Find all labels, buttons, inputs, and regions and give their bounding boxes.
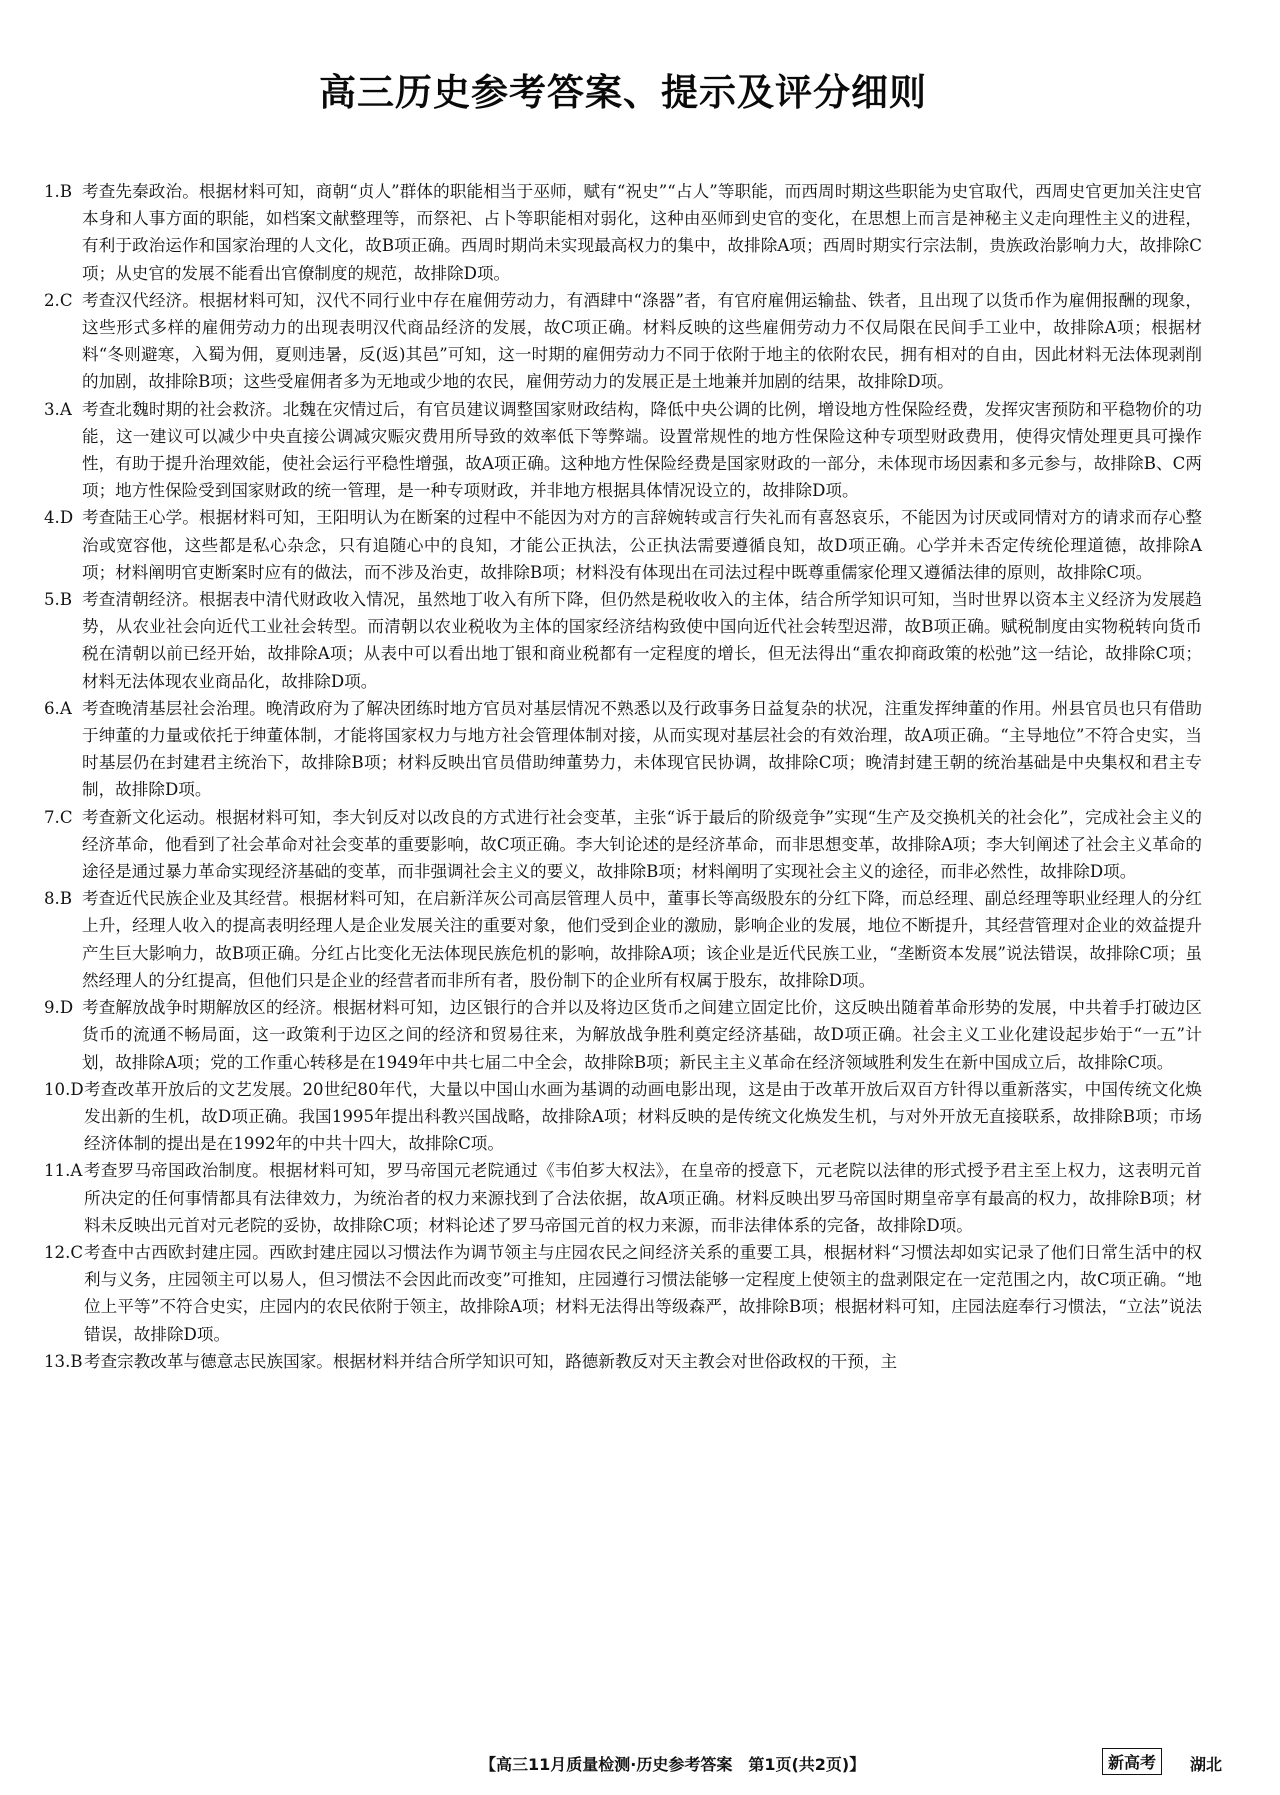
answer-item-5 (44, 586, 1202, 695)
answer-text: 考查中古西欧封建庄园。西欧封建庄园以习惯法作为调节领主与庄园农民之间经济关系的重要工具，根据材料“习惯法却如实记录了他们日常生活中的权利与义务，庄园领主可以易人，但习惯法不会因此而改变”可推知，庄园遵行习惯法能够一定程度上使领主的盘剥限定在一定范围之内，故C项正确。“地位上平等”不符合史实，庄园内的农民依附于领主，故排除A项；材料无法得出等级森严，故排除B项；根据材料可知，庄园法庭奉行习惯法，“立法”说法错误，故排除D项。 (84, 1242, 1202, 1344)
page-title: 高三历史参考答案、提示及评分细则 (319, 71, 927, 114)
answer-item-6 (44, 695, 1202, 804)
answer-text: 考查清朝经济。根据表中清代财政收入情况，虽然地丁收入有所下降，但仍然是税收收入的主体，结合所学知识可知，当时世界以资本主义经济为发展趋势，从农业社会向近代工业社会转型。而清朝以农业税收为主体的国家经济结构致使中国向近代社会转型迟滞，故B项正确。赋税制度由实物税转向货币税在清朝以前已经开始，故排除A项；从表中可以看出地丁银和商业税都有一定程度的增长，但无法得出“重农抑商政策的松弛”这一结论，故排除C项；材料无法体现农业商品化，故排除D项。 (82, 590, 1202, 691)
page-footer (0, 1748, 1280, 1778)
answer-item-7 (44, 804, 1202, 886)
answer-number: 13.B (44, 1351, 83, 1371)
exam-type-badge: 新高考 (1102, 1748, 1162, 1775)
answer-item-2 (44, 287, 1202, 396)
footer-page-info: 【高三11月质量检测·历史参考答案 第1页(共2页)】 (480, 1755, 866, 1774)
answer-number: 6.A (44, 698, 72, 718)
answer-text: 考查改革开放后的文艺发展。20世纪80年代，大量以中国山水画为基调的动画电影出现，这是由于改革开放后双百方针得以重新落实，中国传统文化焕发出新的生机，故D项正确。我国1995年提出科教兴国战略，故排除A项；材料反映的是传统文化焕发生机，与对外开放无直接联系，故排除B项；市场经济体制的提出是在1992年的中共十四大，故排除C项。 (84, 1079, 1202, 1154)
answer-text: 考查罗马帝国政治制度。根据材料可知，罗马帝国元老院通过《韦伯芗大权法》，在皇帝的授意下，元老院以法律的形式授予君主至上权力，这表明元首所决定的任何事情都具有法律效力，为统治者的权力来源找到了合法依据，故A项正确。材料反映出罗马帝国时期皇帝享有最高的权力，故排除B项；材料未反映出元首对元老院的妥协，故排除C项；材料论述了罗马帝国元首的权力来源，而非法律体系的完备，故排除D项。 (84, 1161, 1202, 1235)
answer-number: 2.C (44, 290, 73, 310)
answer-item-9 (44, 994, 1202, 1076)
answer-number: 8.B (44, 889, 73, 909)
answer-text: 考查晚清基层社会治理。晚清政府为了解决团练时地方官员对基层情况不熟悉以及行政事务日益复杂的状况，注重发挥绅董的作用。州县官员也只有借助于绅董的力量或依托于绅董体制，才能将国家权力与地方社会管理体制对接，从而实现对基层社会的有效治理，故A项正确。“主导地位”不符合史实，当时基层仍在封建君主统治下，故排除B项；材料反映出官员借助绅董势力，未体现官民协调，故排除C项；晚清封建王朝的统治基础是中央集权和君主专制，故排除D项。 (82, 698, 1202, 800)
answer-number: 3.A (44, 399, 72, 419)
answer-item-12 (44, 1239, 1202, 1348)
answer-number: 10.D (44, 1079, 84, 1099)
answer-item-8 (44, 885, 1202, 994)
answer-text: 考查北魏时期的社会救济。北魏在灾情过后，有官员建议调整国家财政结构，降低中央公调的比例，增设地方性保险经费，发挥灾害预防和平稳物价的功能，这一建议可以减少中央直接公调减灾赈灾费用所导致的效率低下等弊端。设置常规性的地方性保险这种专项型财政费用，使得灾情处理更具可操作性，有助于提升治理效能，使社会运行平稳性增强，故A项正确。这种地方性保险经费是国家财政的一部分，未体现市场因素和多元参与，故排除B、C两项；地方性保险受到国家财政的统一管理，是一种专项财政，并非地方根据具体情况设立的，故排除D项。 (82, 399, 1202, 501)
answer-item-13 (44, 1348, 1202, 1375)
answer-list (44, 178, 1202, 1375)
answer-text: 考查新文化运动。根据材料可知，李大钊反对以改良的方式进行社会变革，主张“诉于最后的阶级竞争”实现“生产及交换机关的社会化”，完成社会主义的经济革命，他看到了社会革命对社会变革的重要影响，故C项正确。李大钊论述的是经济革命，而非思想变革，故排除A项；李大钊阐述了社会主义革命的途径是通过暴力革命实现经济基础的变革，而非强调社会主义的要义，故排除B项；材料阐明了实现社会主义的途径，而非必然性，故排除D项。 (82, 807, 1202, 882)
answer-text: 考查近代民族企业及其经营。根据材料可知，在启新洋灰公司高层管理人员中，董事长等高级股东的分红下降，而总经理、副总经理等职业经理人的分红上升，经理人收入的提高表明经理人是企业发展关注的重要对象，他们受到企业的激励，影响企业的发展，地位不断提升，其经营管理对企业的效益提升产生巨大影响力，故B项正确。分红占比变化无法体现民族危机的影响，故排除A项；该企业是近代民族工业，“垄断资本发展”说法错误，故排除C项；虽然经理人的分红提高，但他们只是企业的经营者而非所有者，股份制下的企业所有权属于股东，故排除D项。 (82, 889, 1202, 990)
answer-number: 4.D (44, 508, 74, 528)
answer-number: 9.D (44, 998, 74, 1018)
answer-text: 考查先秦政治。根据材料可知，商朝“贞人”群体的职能相当于巫师，赋有“祝史”“占人”等职能，而西周时期这些职能为史官取代，西周史官更加关注史官本身和人事方面的职能，如档案文献整理等，而祭祀、占卜等职能相对弱化，这种由巫师到史官的变化，在思想上而言是神秘主义走向理性主义的进程，有利于政治运作和国家治理的人文化，故B项正确。西周时期尚未实现最高权力的集中，故排除A项；西周时期实行宗法制，贵族政治影响力大，故排除C项；从史官的发展不能看出官僚制度的规范，故排除D项。 (82, 182, 1202, 283)
answer-text: 考查陆王心学。根据材料可知，王阳明认为在断案的过程中不能因为对方的言辞婉转或言行失礼而有喜怒哀乐，不能因为讨厌或同情对方的请求而存心整治或宽容他，这些都是私心杂念，只有追随心中的良知，才能公正执法，公正执法需要遵循良知，故D项正确。心学并未否定传统伦理道德，故排除A项；材料阐明官吏断案时应有的做法，而不涉及治吏，故排除B项；材料没有体现出在司法过程中既尊重儒家伦理又遵循法律的原则，故排除C项。 (82, 508, 1202, 582)
answer-number: 7.C (44, 807, 73, 827)
answer-number: 1.B (44, 182, 73, 201)
answer-item-11 (44, 1157, 1202, 1239)
answer-text: 考查解放战争时期解放区的经济。根据材料可知，边区银行的合并以及将边区货币之间建立固定比价，这反映出随着革命形势的发展，中共着手打破边区货币的流通不畅局面，这一政策利于边区之间的经济和贸易往来，为解放战争胜利奠定经济基础，故D项正确。社会主义工业化建设起步始于“一五”计划，故排除A项；党的工作重心转移是在1949年中共七届二中全会，故排除B项；新民主主义革命在经济领域胜利发生在新中国成立后，故排除C项。 (82, 998, 1202, 1072)
answer-item-4 (44, 504, 1202, 586)
answer-number: 5.B (44, 590, 73, 610)
answer-number: 12.C (44, 1242, 84, 1262)
answer-text: 考查汉代经济。根据材料可知，汉代不同行业中存在雇佣劳动力，有酒肆中“涤器”者，有官府雇佣运输盐、铁者，且出现了以货币作为雇佣报酬的现象，这些形式多样的雇佣劳动力的出现表明汉代商品经济的发展，故C项正确。材料反映的这些雇佣劳动力不仅局限在民间手工业中，故排除A项；根据材料“冬则避寒，入蜀为佣，夏则违暑，反(返)其邑”可知，这一时期的雇佣劳动力不同于依附于地主的依附农民，拥有相对的自由，因此材料无法体现剥削的加剧，故排除B项；这些受雇佣者多为无地或少地的农民，雇佣劳动力的发展正是土地兼并加剧的结果，故排除D项。 (82, 290, 1202, 392)
region-label: 湖北 (1190, 1755, 1223, 1774)
answer-text: 考查宗教改革与德意志民族国家。根据材料并结合所学知识可知，路德新教反对天主教会对世俗政权的干预，主 (84, 1351, 898, 1371)
answer-item-10 (44, 1076, 1202, 1158)
answer-item-3 (44, 396, 1202, 505)
answer-item-1 (44, 178, 1202, 287)
answer-number: 11.A (44, 1161, 83, 1181)
